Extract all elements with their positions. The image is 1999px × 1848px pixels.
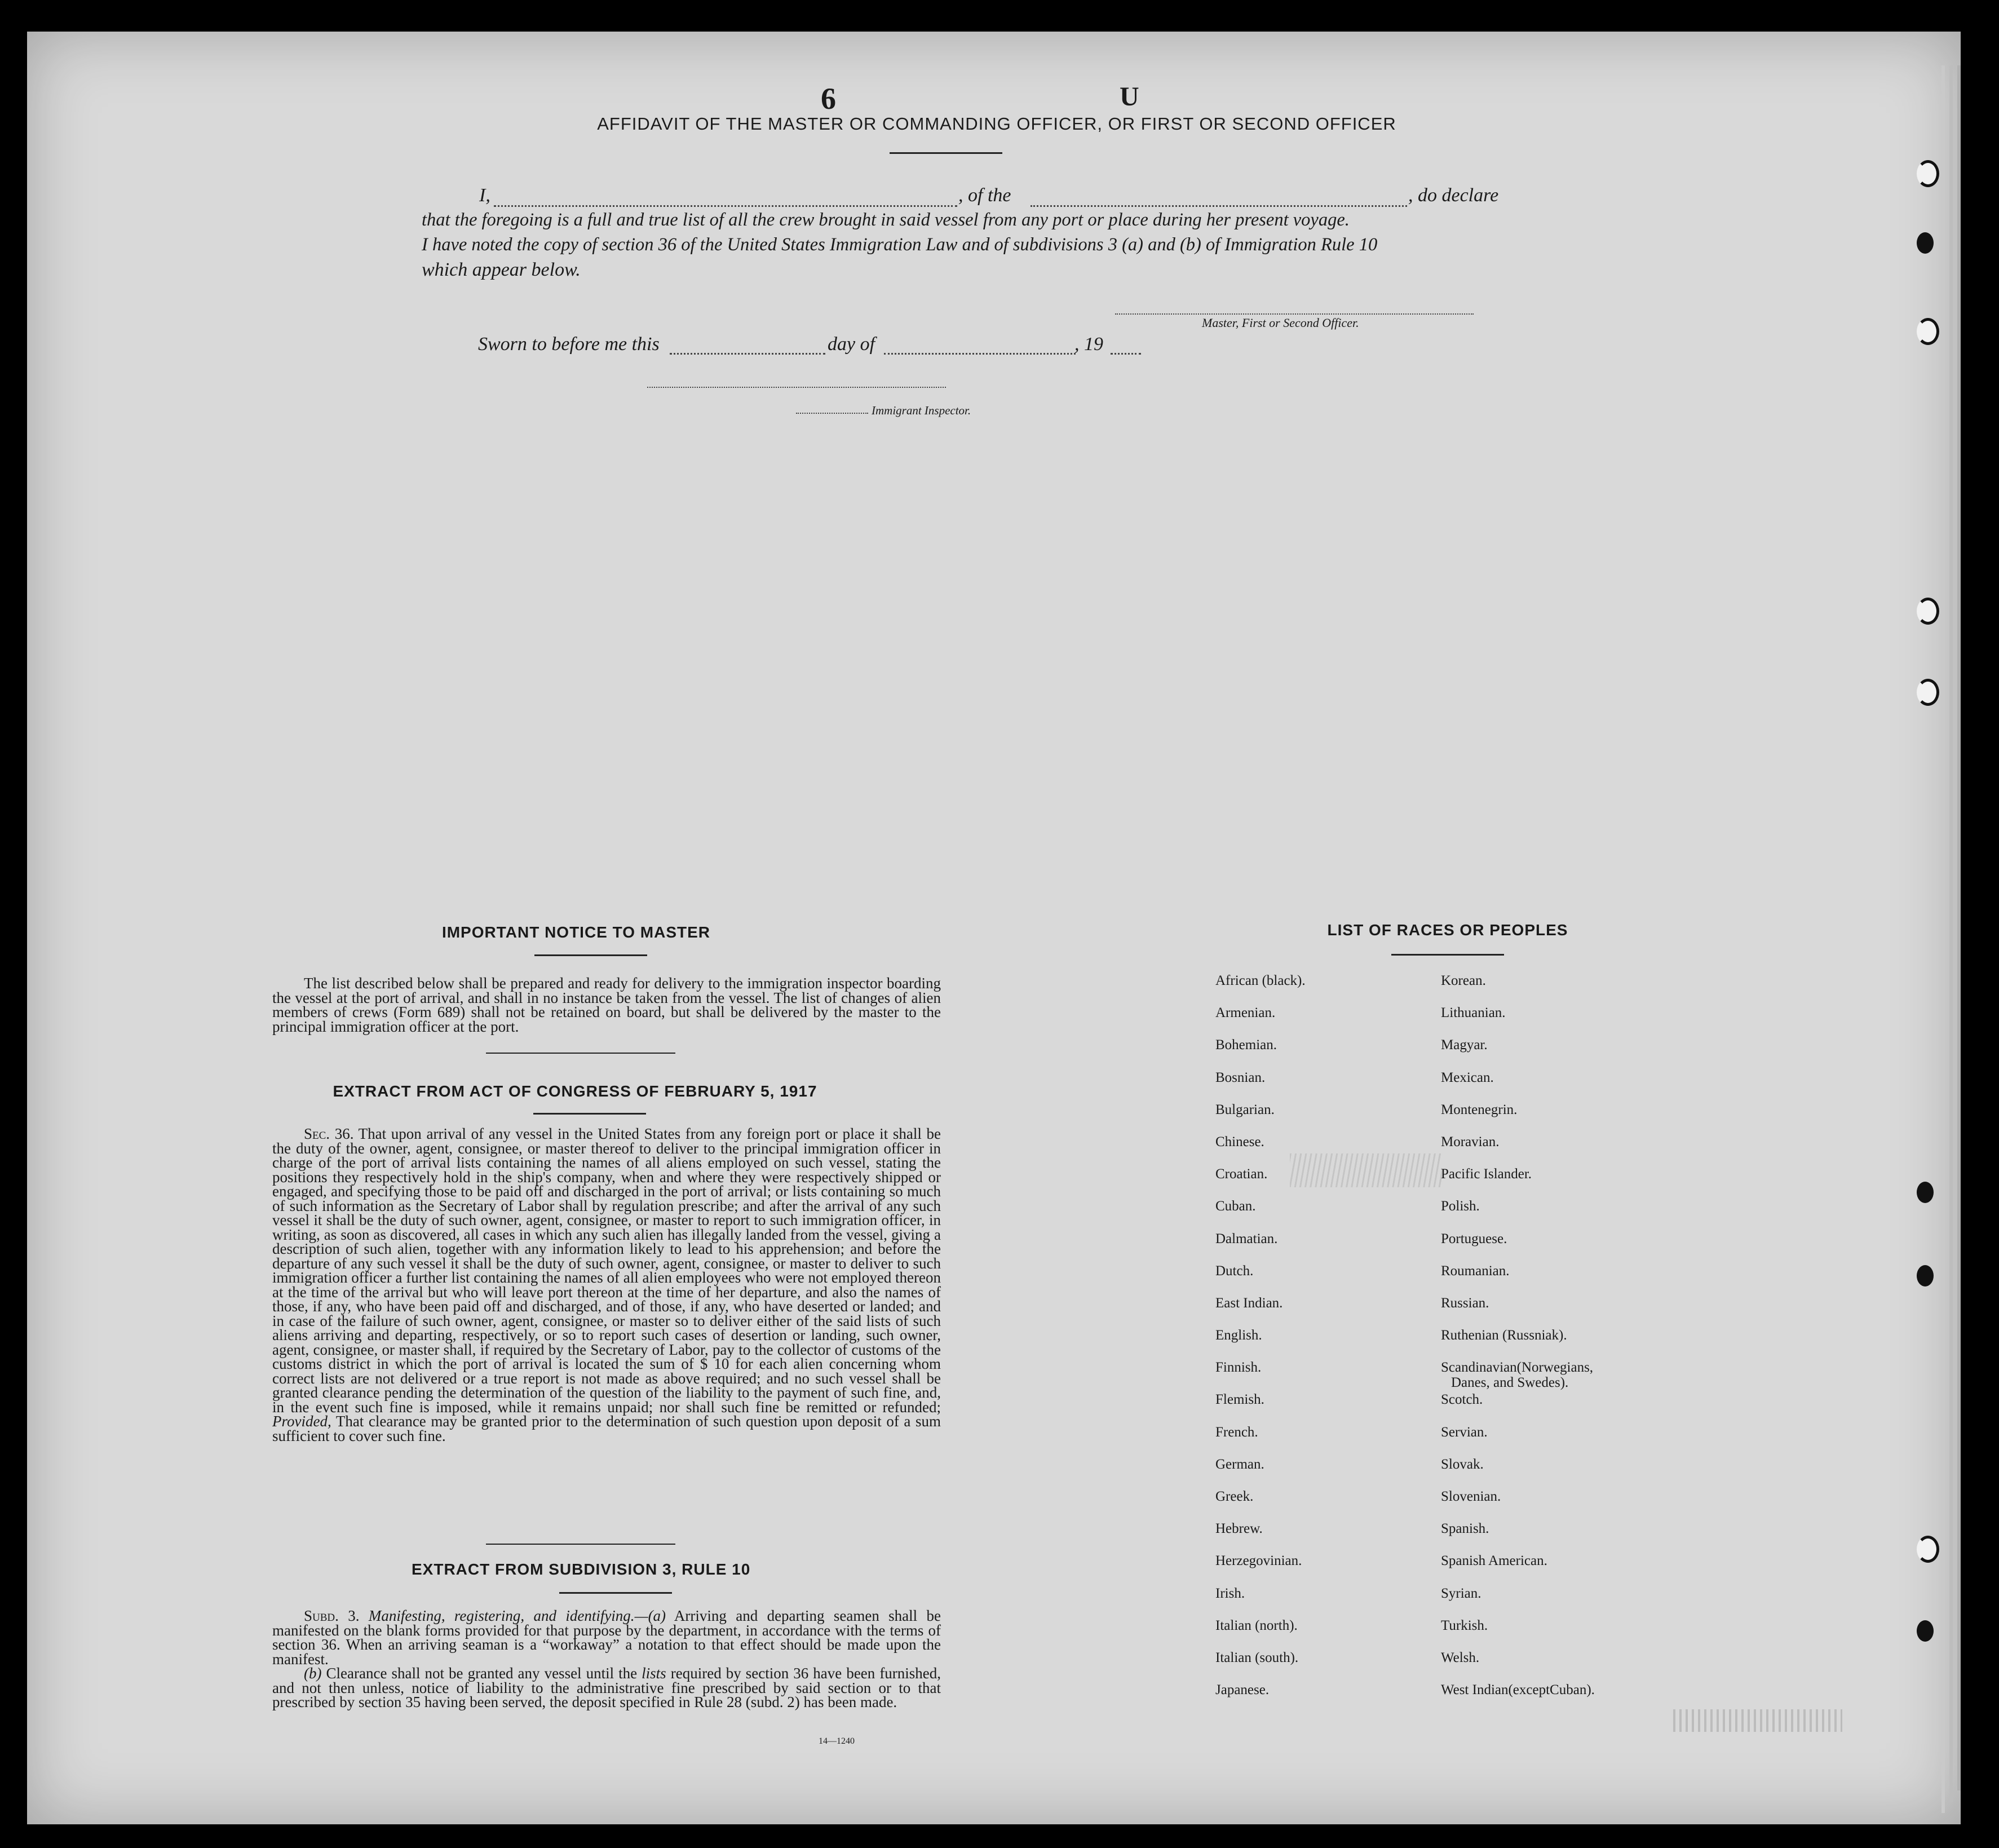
race-item: Syrian. <box>1441 1585 1481 1601</box>
race-item: Italian (north). <box>1215 1617 1298 1633</box>
race-item: Finnish. <box>1215 1360 1262 1376</box>
affidavit-title: AFFIDAVIT OF THE MASTER OR COMMANDING OFFICER, OR FIRST OR SECOND OFFICER <box>597 114 1396 134</box>
races-rule <box>1391 954 1504 956</box>
affidavit-line-1 <box>479 185 490 206</box>
race-item: Irish. <box>1215 1585 1245 1601</box>
affidavit-line-2: that the foregoing is a full and true list of all the crew brought in said vessel from any port or place during her present voyage. <box>422 210 1350 230</box>
race-item: Ruthenian (Russniak). <box>1441 1328 1567 1343</box>
notice-body: The list described below shall be prepared and ready for delivery to the immigration inspector boarding the vessel at the port of arrival, and shall in no instance be taken from the vessel. The list of changes of alien members of crews (Form 689) shall not be retained on board, but shall be delivered by the master to the principal immigration officer at the port. <box>272 975 941 1035</box>
subd-heading: Manifesting, registering, and identifying. <box>368 1607 635 1624</box>
race-item: Bohemian. <box>1215 1037 1277 1053</box>
race-item: East Indian. <box>1215 1295 1283 1311</box>
rule-extract-title: EXTRACT FROM SUBDIVISION 3, RULE 10 <box>412 1560 751 1578</box>
notice-divider <box>486 1053 675 1054</box>
race-item: Roumanian. <box>1441 1263 1510 1279</box>
act-extract-body: That upon arrival of any vessel in the United States from any foreign port or place it shall be the duty of the owner, agent, consignee, or master thereof to deliver to the principal immigration officer in charge of the port of arrival lists containing the names of all aliens employed on such vessel, stating the positions they respectively hold in the ship's company, when and where they were respectively shipped or engaged, and specifying those to be paid off and discharged in the port of arrival; or lists containing so much of such information as the Secretary of Labor shall by regulation prescribe; and after the arrival of any such vessel it shall be the duty of such owner, agent, consignee, or master to report to such immigration officer, in writing, as soon as discovered, all cases in which any such alien has illegally landed from the vessel, giving a description of such alien, together with any information likely to lead to his apprehension; and before the departure of any such vessel it shall be the duty of such owner, agent, consignee, or master to deliver to such immigration officer a further list containing the names of all alien employees who were not employed thereon at the time of the arrival but who will leave port thereon at the time of her departure, and also the names of those, if any, who have been paid off and discharged, and of those, if any, who have deserted or landed; and in case of the failure of such owner, agent, consignee, or master so to deliver either of the said lists of such aliens arriving and departing, respectively, or so to report such cases of desertion or landing, such owner, agent, consignee, or master shall, if required by the Secretary of Labor, pay to the collector of customs of the customs district in which the port of arrival is located the sum of $ 10 for each alien concerning whom correct lists are not delivered or a true report is not made as above required; and no such vessel shall be granted clearance pending the determination of the question of the liability to the payment of such fine, and, in the event such fine is imposed, while it remains unpaid; nor shall such fine be remitted or refunded; <box>272 1125 941 1416</box>
race-item: Dutch. <box>1215 1263 1254 1279</box>
race-item: Montenegrin. <box>1441 1102 1518 1117</box>
title-rule <box>890 152 1002 154</box>
master-caption: Master, First or Second Officer. <box>1202 316 1359 330</box>
race-item: German. <box>1215 1456 1264 1472</box>
act-extract-title: EXTRACT FROM ACT OF CONGRESS OF FEBRUARY 5, 1917 <box>333 1082 817 1100</box>
race-item: English. <box>1215 1328 1262 1343</box>
inspector-signature-line[interactable] <box>647 387 946 388</box>
part-a-text: Arriving and departing seamen shall be manifested on the blank forms provided for that purpose by the department, in accordance with the terms of section 36. When an arriving seaman is a “workaway” a notation to that effect should be made upon the manifest. <box>272 1607 941 1668</box>
race-item: West Indian(exceptCuban). <box>1441 1682 1595 1698</box>
race-item: Russian. <box>1441 1295 1489 1311</box>
rule-extract-part-b <box>272 1666 941 1710</box>
notice-rule <box>534 954 647 956</box>
subd-label: Subd. 3. <box>304 1607 360 1624</box>
year-blank[interactable] <box>1111 353 1141 355</box>
race-item-line: Danes, and Swedes). <box>1451 1375 1569 1391</box>
binder-hole <box>1917 318 1939 345</box>
affidavit-line-3: I have noted the copy of section 36 of the United States Immigration Law and of subdivisions 3 (a) and (b) of Immigration Rule 10 <box>422 235 1378 255</box>
race-item: Hebrew. <box>1215 1521 1263 1537</box>
race-item: Pacific Islander. <box>1441 1166 1532 1182</box>
race-item: Croatian. <box>1215 1166 1268 1182</box>
race-item: Magyar. <box>1441 1037 1488 1053</box>
vessel-blank[interactable] <box>1031 205 1407 207</box>
of-the-label: , of the <box>958 185 1011 206</box>
race-item: Spanish American. <box>1441 1553 1547 1569</box>
binder-hole <box>1917 679 1939 706</box>
rule-extract-part-a <box>272 1609 941 1666</box>
race-item: Moravian. <box>1441 1134 1500 1150</box>
race-item: Italian (south). <box>1215 1650 1299 1665</box>
month-blank[interactable] <box>884 353 1076 355</box>
race-item: Slovenian. <box>1441 1489 1501 1504</box>
affidavit-line-4: which appear below. <box>422 259 581 280</box>
race-item: Bosnian. <box>1215 1069 1266 1085</box>
binder-hole <box>1917 598 1939 625</box>
race-item: Portuguese. <box>1441 1231 1507 1246</box>
race-item: Slovak. <box>1441 1456 1484 1472</box>
sworn-label: Sworn to before me this <box>478 334 660 355</box>
page-edge <box>1957 65 1961 1790</box>
race-item: Chinese. <box>1215 1134 1264 1150</box>
race-item: African (black). <box>1215 973 1306 988</box>
sec-label: Sec. 36. <box>304 1125 354 1142</box>
page-edge <box>1949 65 1953 1802</box>
binder-hole <box>1917 1265 1934 1286</box>
part-b-text-2: required by section 36 have been furnished, and not then unless, notice of liability to the administrative fine prescribed by said section or to that prescribed by section 35 having been served, the deposit specified in Rule 28 (subd. 2) has been made. <box>272 1665 941 1710</box>
race-item: Bulgarian. <box>1215 1102 1275 1117</box>
page-edge <box>1941 65 1945 1813</box>
race-item: Mexican. <box>1441 1069 1494 1085</box>
races-title: LIST OF RACES OR PEOPLES <box>1327 921 1568 939</box>
race-item: Japanese. <box>1215 1682 1270 1698</box>
race-item: Polish. <box>1441 1199 1480 1214</box>
form-number: 14—1240 <box>819 1736 855 1746</box>
binder-hole <box>1917 1536 1939 1563</box>
act-extract-text <box>272 1127 941 1443</box>
race-item: Turkish. <box>1441 1617 1488 1633</box>
race-item-scandinavian <box>1441 1360 1595 1392</box>
race-item: Servian. <box>1441 1424 1488 1440</box>
part-a-label: —(a) <box>634 1607 666 1624</box>
race-item-line: Scandinavian(Norwegians, <box>1441 1360 1594 1376</box>
year-prefix: , 19 <box>1074 334 1103 355</box>
notice-text <box>272 976 941 1034</box>
race-item: Cuban. <box>1215 1199 1256 1214</box>
handwritten-mark: 6 <box>821 82 836 116</box>
act-extract-divider <box>486 1544 675 1545</box>
binder-hole <box>1917 160 1939 187</box>
name-blank[interactable] <box>494 205 957 207</box>
document-page <box>27 32 1961 1824</box>
handwritten-mark: U <box>1120 82 1139 112</box>
binder-hole <box>1917 232 1934 254</box>
race-item: Dalmatian. <box>1215 1231 1278 1246</box>
inspector-caption-lead <box>796 413 868 414</box>
race-item: Flemish. <box>1215 1392 1264 1408</box>
race-item: Welsh. <box>1441 1650 1480 1665</box>
day-of-label: day of <box>828 334 875 355</box>
inspector-caption: Immigrant Inspector. <box>872 404 971 417</box>
day-blank[interactable] <box>670 353 825 355</box>
part-b-label: (b) <box>304 1665 322 1682</box>
part-b-text-1: Clearance shall not be granted any vessel until the <box>326 1665 638 1682</box>
race-item: Armenian. <box>1215 1005 1276 1021</box>
binder-hole <box>1917 1182 1934 1203</box>
master-signature-line[interactable] <box>1115 313 1474 315</box>
race-item: Spanish. <box>1441 1521 1489 1537</box>
rule-extract-rule <box>559 1592 672 1594</box>
race-item: French. <box>1215 1424 1258 1440</box>
i-label: I, <box>479 185 490 206</box>
provided-word: Provided, <box>272 1413 331 1430</box>
races-left-column <box>1215 973 1306 1714</box>
race-item: Korean. <box>1441 973 1486 988</box>
race-item: Greek. <box>1215 1489 1254 1504</box>
faint-stamp <box>1290 1153 1442 1187</box>
notice-title: IMPORTANT NOTICE TO MASTER <box>441 923 711 941</box>
race-item: Herzegovinian. <box>1215 1553 1302 1569</box>
do-declare-label: , do declare <box>1408 185 1499 206</box>
act-extract-rule <box>533 1113 646 1115</box>
act-extract-end: That clearance may be granted prior to the determination of such question upon deposit of a sum sufficient to cover such fine. <box>272 1413 941 1444</box>
races-right-column <box>1441 973 1595 1714</box>
race-item: Scotch. <box>1441 1392 1483 1408</box>
race-item: Lithuanian. <box>1441 1005 1506 1021</box>
part-b-lists: lists <box>642 1665 666 1682</box>
faint-stamp <box>1673 1709 1842 1732</box>
binder-hole <box>1917 1620 1934 1642</box>
